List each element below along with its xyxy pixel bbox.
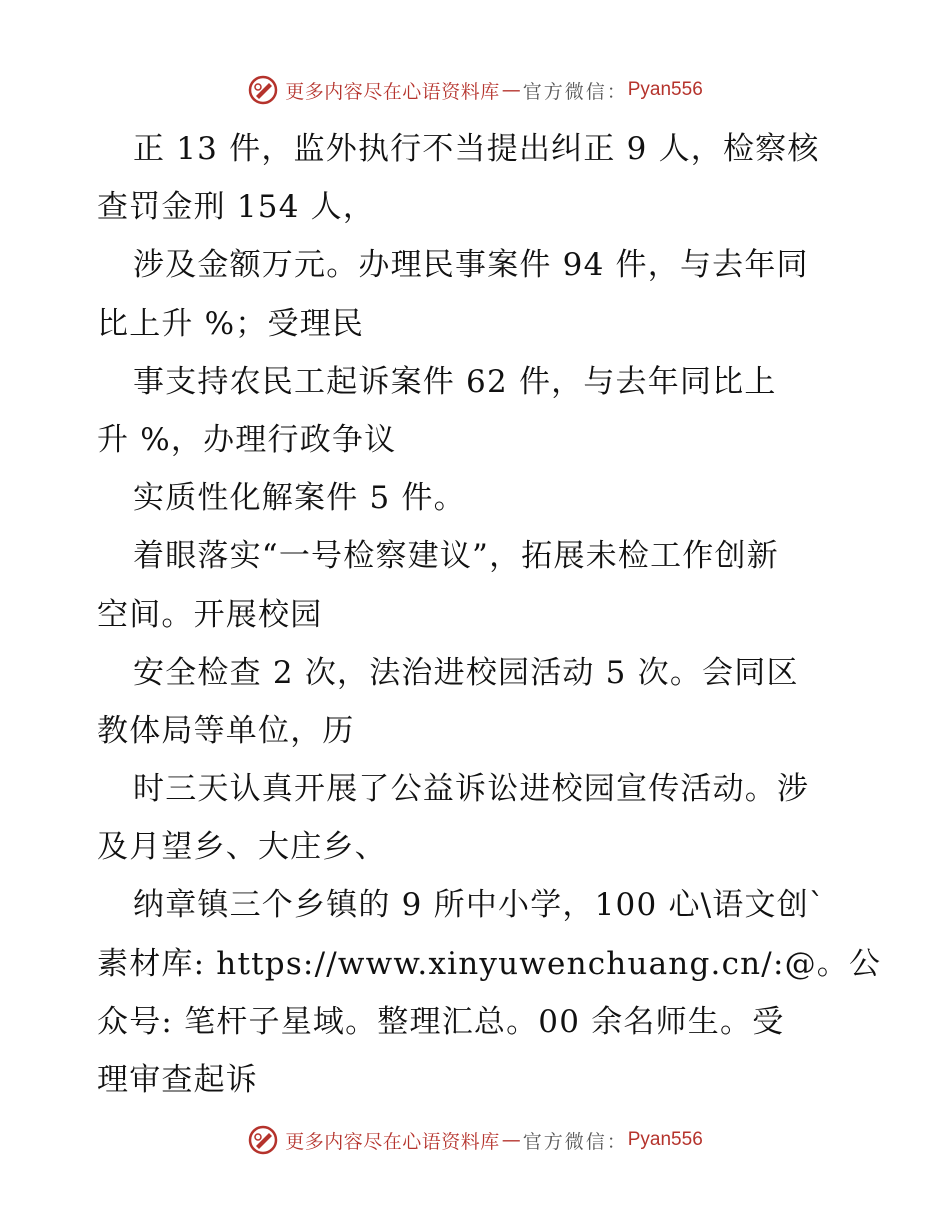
header-banner	[0, 70, 950, 110]
banner-brand-text: 更多内容尽在心语资料库	[285, 1130, 500, 1153]
body-line: 时三天认真开展了公益诉讼进校园宣传活动。涉	[133, 771, 810, 808]
footer-banner	[0, 1120, 950, 1160]
body-line: 比上升 %；受理民	[97, 305, 365, 342]
body-line: 查罚金刑 154 人，	[97, 189, 376, 226]
body-line: 空间。开展校园	[97, 596, 323, 633]
body-line: 教体局等单位，历	[97, 712, 355, 749]
body-line: 纳章镇三个乡镇的 9 所中小学，100 心\语文创`	[133, 887, 826, 924]
logo-icon	[247, 1124, 279, 1156]
banner-dash: —	[501, 1129, 521, 1151]
body-line: 升 %，办理行政争议	[97, 421, 397, 458]
body-line: 涉及金额万元。办理民事案件 94 件，与去年同	[133, 247, 809, 284]
banner-wechat-label: 官方微信：	[522, 80, 628, 103]
body-line: 着眼落实“一号检察建议”，拓展未检工作创新	[133, 538, 779, 575]
body-line: 素材库: https://www.xinyuwenchuang.cn/:@。公	[97, 945, 882, 982]
body-line: 正 13 件，监外执行不当提出纠正 9 人，检察核	[133, 131, 820, 167]
document-body	[0, 120, 950, 1109]
body-line: 理审查起诉	[97, 1062, 258, 1098]
body-line: 事支持农民工起诉案件 62 件，与去年同比上	[133, 363, 777, 400]
banner-dash: —	[501, 79, 521, 101]
body-line: 众号: 笔杆子星域。整理汇总。00 余名师生。受	[97, 1003, 785, 1040]
logo-icon	[247, 74, 279, 106]
banner-wechat-id: Pyan556	[627, 79, 703, 100]
banner-wechat-label: 官方微信：	[522, 1130, 628, 1153]
body-line: 及月望乡、大庄乡、	[97, 829, 387, 866]
banner-wechat-id: Pyan556	[627, 1129, 703, 1150]
banner-brand-text: 更多内容尽在心语资料库	[285, 80, 500, 103]
body-line: 实质性化解案件 5 件。	[133, 480, 466, 517]
body-line: 安全检查 2 次，法治进校园活动 5 次。会同区	[133, 654, 799, 691]
